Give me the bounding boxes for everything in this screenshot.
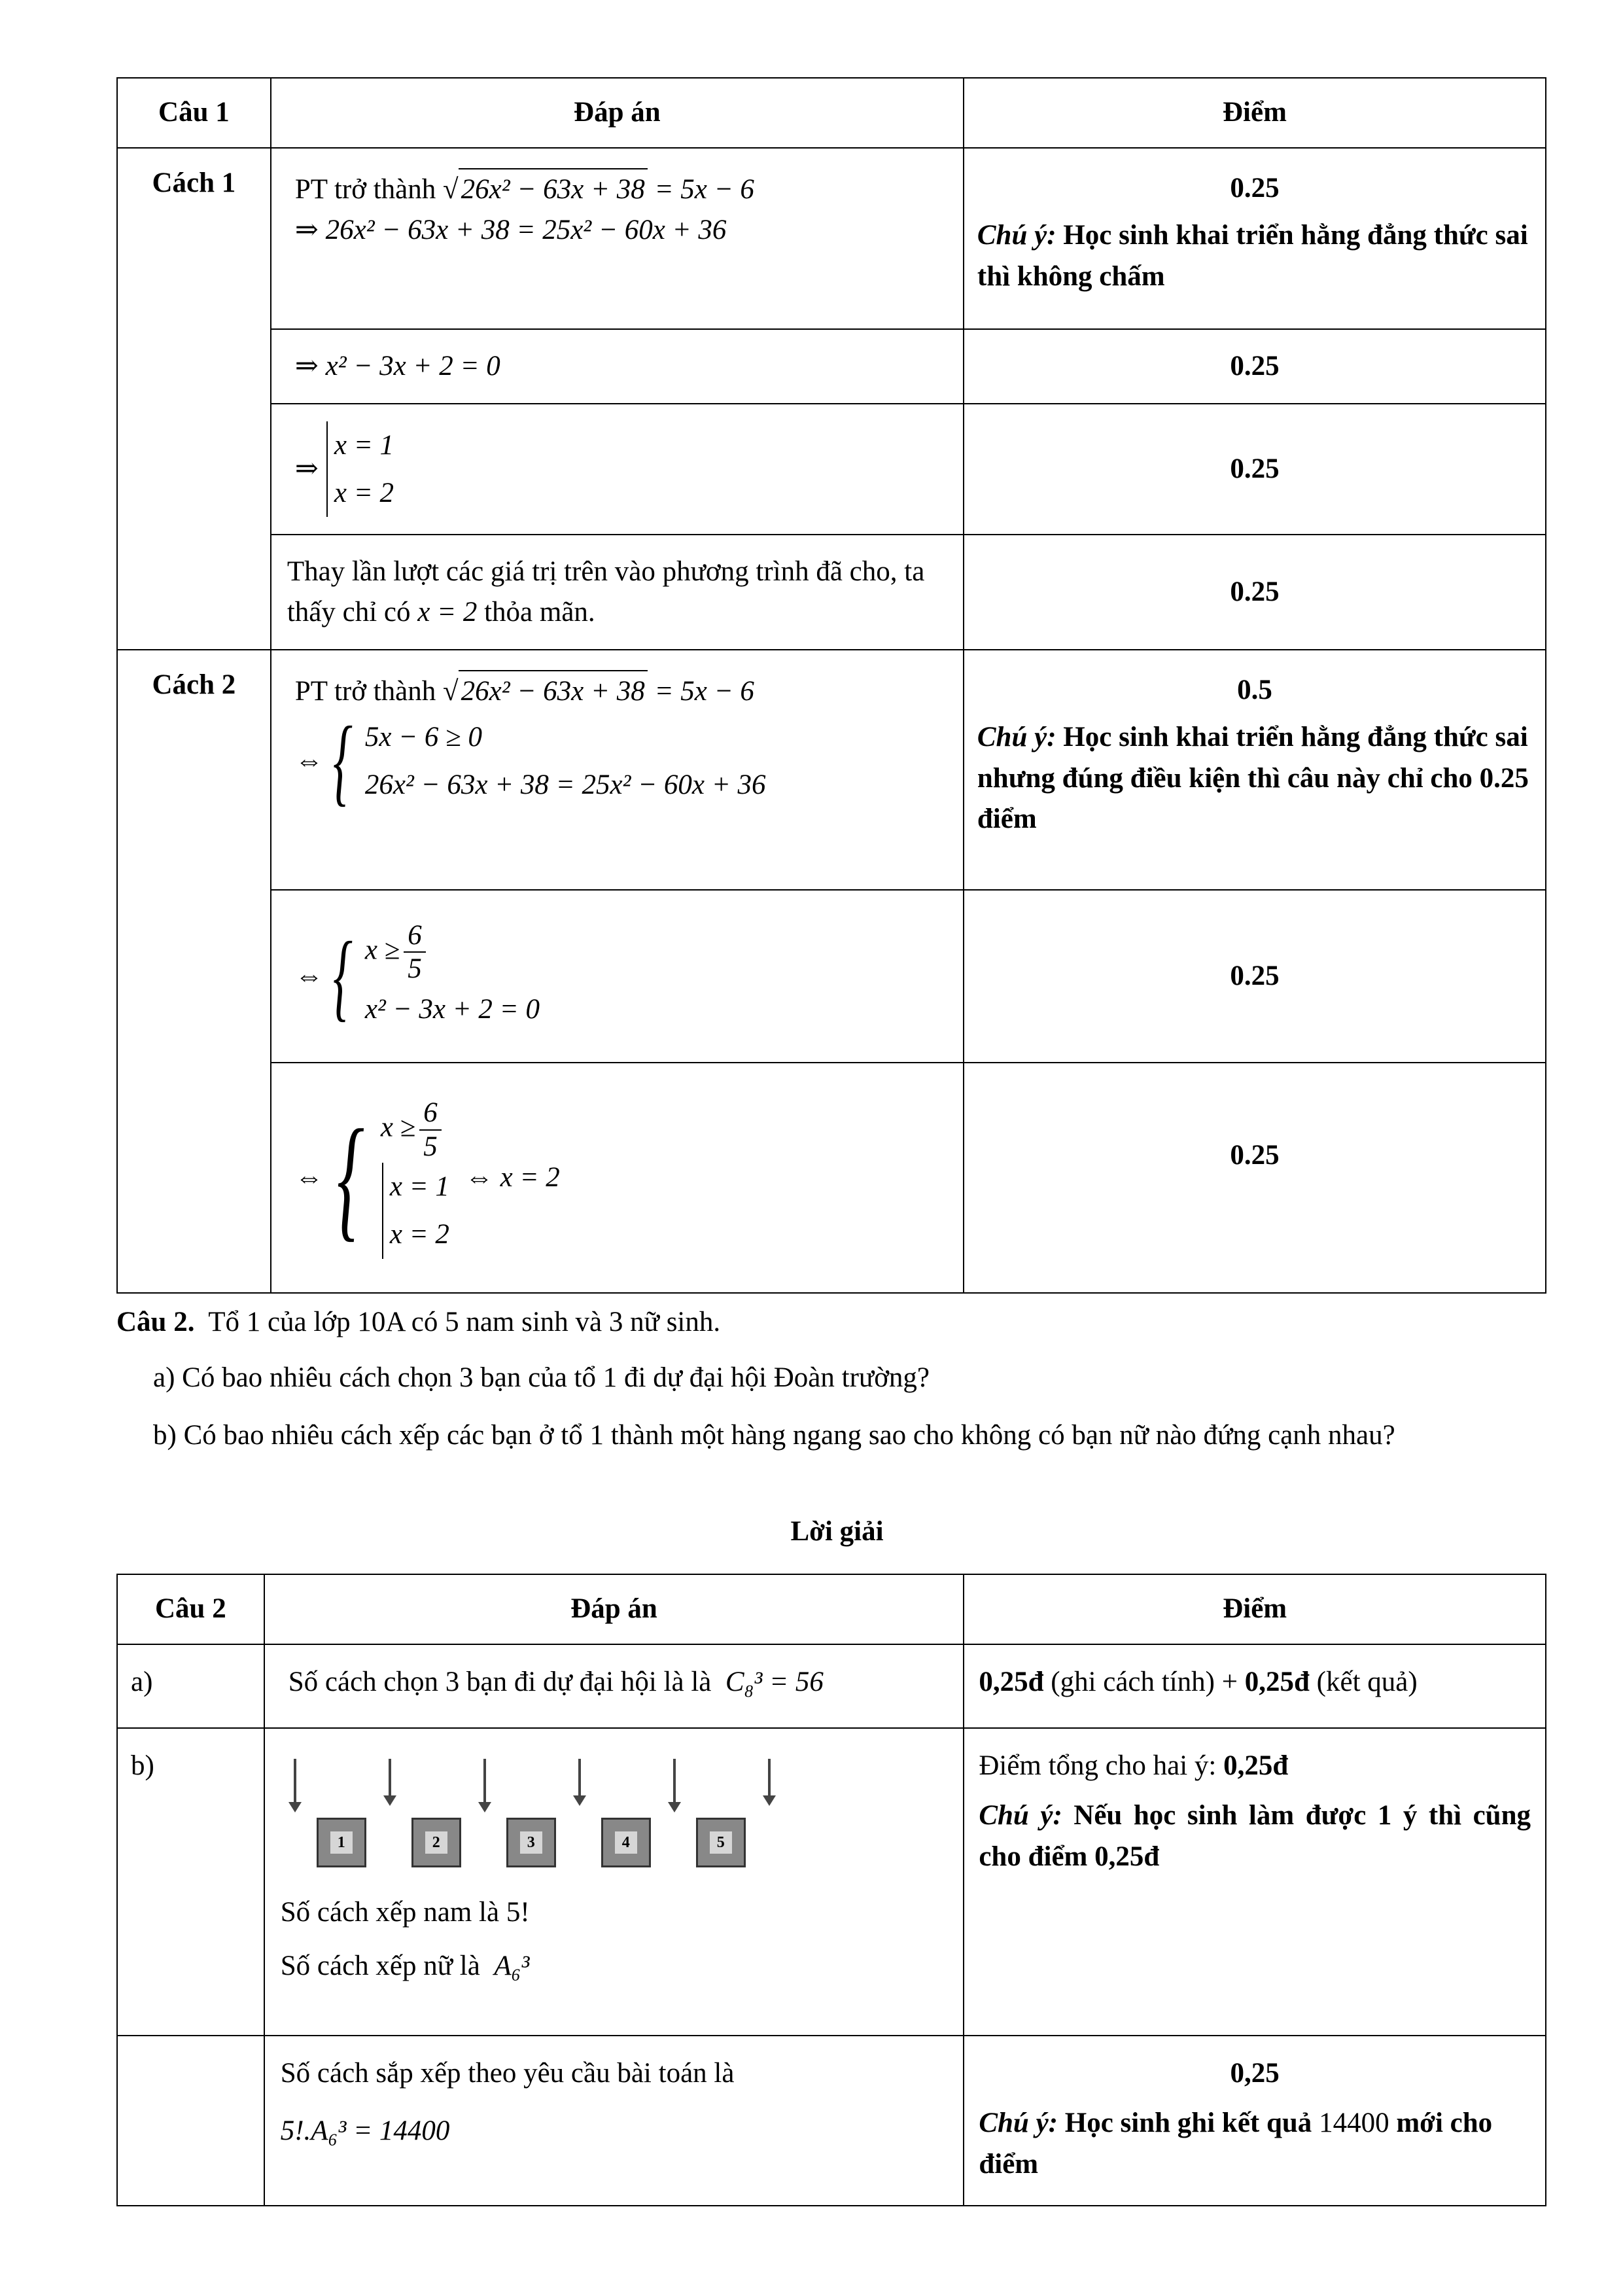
- step-cell: [271, 148, 964, 329]
- answer-math: 5!.A₆³ = 14400: [280, 2115, 450, 2147]
- answer-text: Số cách sắp xếp theo yêu cầu bài toán là: [280, 2058, 735, 2089]
- case-line: x = 1: [334, 429, 394, 461]
- answer-line: [281, 1946, 948, 1987]
- student-box: [317, 1818, 366, 1867]
- points-value: 0.25: [964, 1063, 1546, 1293]
- answer-table-cau1: [116, 77, 1546, 1294]
- step-text: thỏa mãn.: [484, 597, 595, 627]
- case-line: x = 1: [389, 1171, 449, 1203]
- points-cell: [964, 1644, 1546, 1728]
- note: [979, 1795, 1531, 1877]
- bracket-cases: [326, 421, 394, 517]
- note-label: Chú ý:: [977, 722, 1056, 753]
- points-value: 0,25: [1230, 2058, 1280, 2089]
- points-value: 0.25: [1230, 173, 1280, 203]
- case-system: [295, 1097, 560, 1258]
- box-number: 2: [425, 1831, 447, 1854]
- radicand: 26x² − 63x + 38: [459, 670, 648, 712]
- note-text: Nếu học sinh làm được 1 ý thì cũng cho điểm 0,25đ: [979, 1800, 1531, 1872]
- slot-arrow: [483, 1759, 486, 1805]
- case-line: x = 2: [389, 1219, 449, 1250]
- part-label: b): [117, 1728, 264, 2036]
- inequality-lhs: x ≥: [364, 934, 400, 966]
- slot-arrow: [768, 1759, 771, 1798]
- radicand: 26x² − 63x + 38: [459, 168, 648, 210]
- equation-inline: x = 2: [417, 597, 478, 627]
- step-text: PT trở thành: [294, 676, 436, 707]
- brace: {: [332, 922, 353, 1031]
- answer-math: C₈³ = 56: [725, 1667, 824, 1697]
- part-label: a): [117, 1644, 264, 1728]
- case-line: 5x − 6 ≥ 0: [364, 722, 483, 753]
- answer-cell: [264, 1728, 964, 2036]
- note-number: 14400: [1319, 2108, 1389, 2139]
- question-text: Tổ 1 của lớp 10A có 5 nam sinh và 3 nữ sinh.: [208, 1307, 721, 1337]
- sqrt-expression: √ 26x² − 63x + 38: [443, 670, 648, 712]
- slot-arrow: [389, 1759, 391, 1798]
- equation-line: ⇒ x² − 3x + 2 = 0: [271, 329, 964, 404]
- points-note: Điểm tổng cho hai ý:: [979, 1750, 1224, 1781]
- points-cell: [964, 650, 1546, 890]
- points-line: [979, 1746, 1531, 1786]
- note-text: Học sinh ghi kết quả: [1064, 2108, 1312, 2139]
- slot-arrow: [673, 1759, 676, 1805]
- header-dap-an: Đáp án: [264, 1574, 964, 1644]
- student-box: [411, 1818, 461, 1867]
- case-system: [295, 421, 394, 517]
- note-text: mới cho điểm: [979, 2108, 1493, 2180]
- answer-text: Số cách xếp nam là: [280, 1897, 500, 1928]
- answer-math: A₆³: [494, 1951, 530, 1982]
- empty-cell: [117, 2036, 264, 2206]
- header-dap-an: Đáp án: [271, 78, 964, 148]
- header-diem: Điểm: [964, 78, 1546, 148]
- answer-line: [281, 1892, 948, 1933]
- equiv-symbol: ⇔: [294, 745, 323, 777]
- numerator: 6: [419, 1097, 442, 1130]
- box-number: 5: [710, 1831, 732, 1854]
- solution-heading: Lời giải: [790, 1516, 884, 1547]
- system-lines: [365, 713, 766, 809]
- step-text: Thay lần lượt các giá trị trên vào phương trình đã cho, ta thấy chỉ có: [287, 556, 925, 627]
- note-label: Chú ý:: [979, 2108, 1058, 2139]
- note-text: Học sinh khai triển hằng đẳng thức sai thì không chấm: [977, 220, 1528, 292]
- question-intro: [116, 1302, 1558, 1343]
- system-lines: [381, 1097, 449, 1258]
- answer-text: Số cách xếp nữ là: [280, 1951, 480, 1982]
- points-value: 0,25đ: [1244, 1667, 1310, 1697]
- answer-cell: [264, 1644, 964, 1728]
- denominator: 5: [423, 1131, 438, 1162]
- points-value: 0,25đ: [979, 1667, 1044, 1697]
- case-system: [295, 919, 540, 1033]
- points-value: 0.25: [964, 404, 1546, 535]
- points-value: 0.25: [964, 535, 1546, 650]
- slot-arrow: [578, 1759, 581, 1798]
- points-value: 0.5: [1237, 675, 1272, 705]
- question-part-a: a) Có bao nhiêu cách chọn 3 bạn của tổ 1 đi dự đại hội Đoàn trường?: [153, 1362, 930, 1393]
- step-text: PT trở thành: [294, 174, 436, 205]
- slot-arrow: [294, 1759, 296, 1805]
- note: [964, 215, 1545, 297]
- box-number: 1: [330, 1831, 353, 1854]
- step-cell: [271, 890, 964, 1063]
- equation-rhs: = 5x − 6: [654, 174, 754, 205]
- case-system: [294, 707, 766, 816]
- answer-cell: [264, 2036, 964, 2206]
- header-cau: Câu 1: [117, 78, 271, 148]
- equiv-symbol: ⇔: [294, 1161, 323, 1193]
- numerator: 6: [404, 919, 426, 953]
- fraction: [404, 919, 426, 985]
- note-label: Chú ý:: [977, 220, 1056, 251]
- equation-rhs: = 5x − 6: [654, 676, 754, 707]
- system-lines: [365, 919, 540, 1033]
- step-cell: [271, 404, 964, 535]
- points-cell: [964, 2036, 1546, 2206]
- sqrt-expression: √ 26x² − 63x + 38: [443, 168, 648, 210]
- note: [964, 717, 1545, 839]
- header-diem: Điểm: [964, 1574, 1546, 1644]
- header-cau: Câu 2: [117, 1574, 264, 1644]
- denominator: 5: [408, 953, 422, 985]
- method-label-2: Cách 2: [117, 650, 271, 1293]
- case-line: x = 2: [334, 478, 394, 508]
- result: ⇔ x = 2: [464, 1161, 560, 1193]
- step-cell: [271, 535, 964, 650]
- arrangement-diagram: [281, 1746, 804, 1883]
- points-value: 0.25: [964, 890, 1546, 1063]
- student-box: [506, 1818, 556, 1867]
- method-label-1: Cách 1: [117, 148, 271, 650]
- step-cell: [271, 650, 964, 890]
- box-number: 4: [615, 1831, 637, 1854]
- answer-text: Số cách chọn 3 bạn đi dự đại hội là là: [288, 1667, 712, 1697]
- step-cell: [271, 1063, 964, 1293]
- brace: {: [332, 707, 353, 816]
- question-part-b: b) Có bao nhiêu cách xếp các bạn ở tổ 1 thành một hàng ngang sao cho không có bạn nữ nào đứng cạnh nhau?: [153, 1420, 1395, 1451]
- points-note: (ghi cách tính) +: [1043, 1667, 1245, 1697]
- answer-table-cau2: [116, 1574, 1546, 2206]
- points-value: 0,25đ: [1223, 1750, 1289, 1781]
- note-text: Học sinh khai triển hằng đẳng thức sai nhưng đúng điều kiện thì câu này chỉ cho 0.25 điểm: [977, 722, 1529, 835]
- question-label: Câu 2.: [116, 1307, 195, 1337]
- equiv-symbol: ⇔: [294, 960, 323, 991]
- note: [979, 2103, 1531, 2185]
- points-cell: [964, 1728, 1546, 2036]
- answer-math: 5!: [506, 1897, 530, 1928]
- points-cell: [964, 148, 1546, 329]
- bracket-cases: [382, 1163, 449, 1258]
- student-box: [696, 1818, 746, 1867]
- note-label: Chú ý:: [979, 1800, 1062, 1831]
- brace: {: [336, 1102, 364, 1254]
- equation-line: ⇒ 26x² − 63x + 38 = 25x² − 60x + 36: [294, 215, 727, 246]
- case-line: x² − 3x + 2 = 0: [364, 993, 540, 1025]
- points-note: (kết quả): [1309, 1667, 1418, 1697]
- implies-symbol: ⇒: [294, 453, 319, 484]
- inequality-lhs: x ≥: [380, 1112, 416, 1143]
- case-line: 26x² − 63x + 38 = 25x² − 60x + 36: [364, 769, 766, 801]
- points-value: 0.25: [964, 329, 1546, 404]
- fraction: [419, 1097, 442, 1163]
- box-number: 3: [520, 1831, 542, 1854]
- student-box: [601, 1818, 651, 1867]
